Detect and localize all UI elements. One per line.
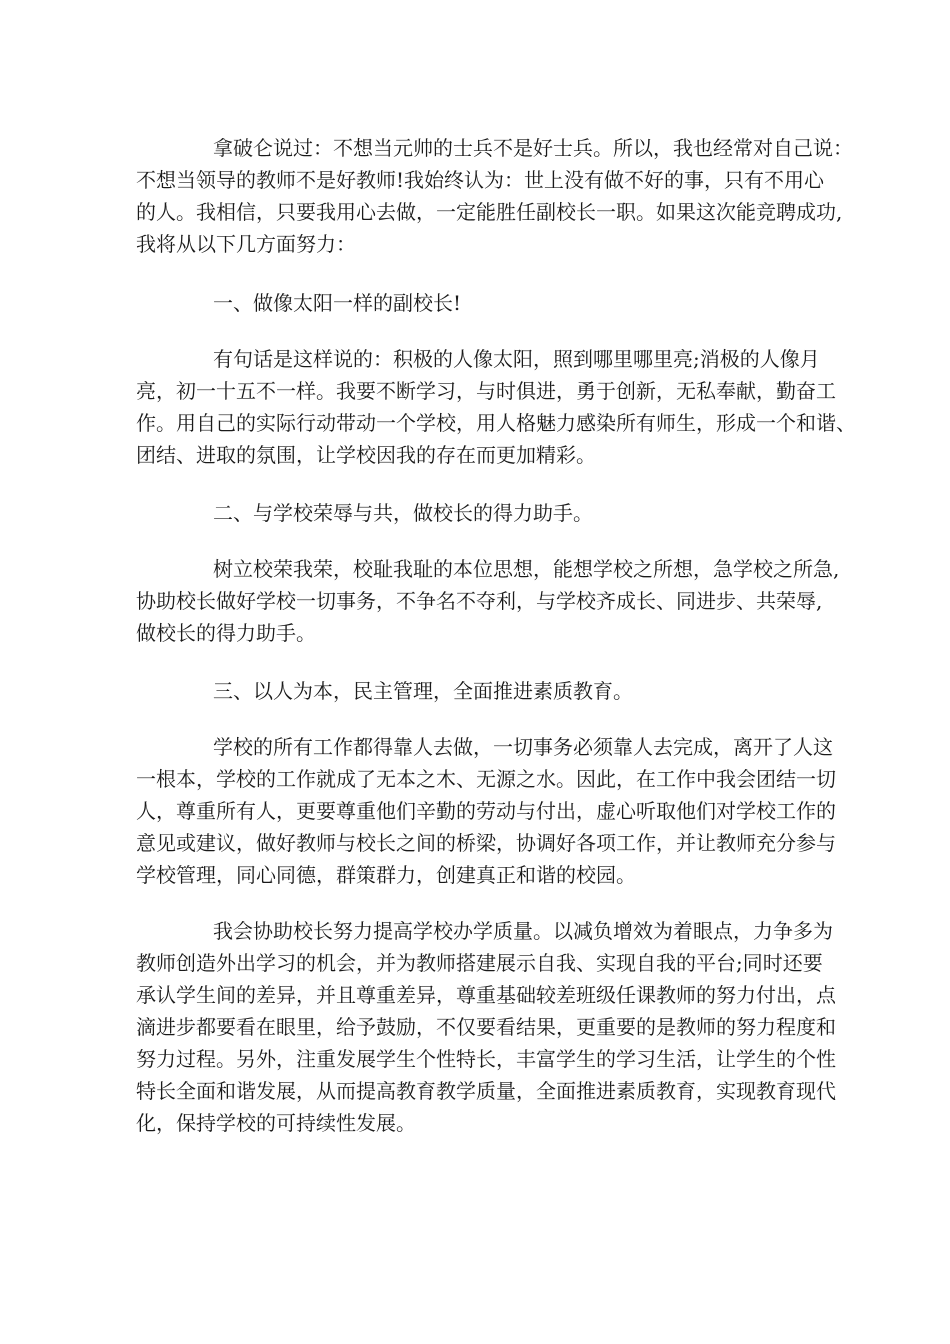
paragraph-1-line-4: 我将从以下几方面努力： (136, 232, 356, 256)
paragraph-2-line-2: 亮，初一十五不一样。我要不断学习，与时俱进，勇于创新，无私奉献，勤奋工 (136, 379, 836, 403)
section-heading-3: 三、以人为本，民主管理，全面推进素质教育。 (213, 679, 633, 703)
paragraph-3-line-2: 协助校长做好学校一切事务，不争名不夺利，与学校齐成长、同进步、共荣辱, (136, 589, 823, 613)
paragraph-4-line-1: 学校的所有工作都得靠人去做，一切事务必须靠人去完成，离开了人这 (213, 735, 833, 759)
paragraph-5-line-4: 滴进步都要看在眼里，给予鼓励，不仅要看结果，更重要的是教师的努力程度和 (136, 1015, 836, 1039)
section-heading-2: 二、与学校荣辱与共，做校长的得力助手。 (213, 501, 593, 525)
paragraph-1-line-3: 的人。我相信，只要我用心去做，一定能胜任副校长一职。如果这次能竞聘成功, (136, 200, 843, 224)
paragraph-5-line-2: 教师创造外出学习的机会，并为教师搭建展示自我、实现自我的平台;同时还要 (136, 951, 823, 975)
paragraph-4-line-2: 一根本，学校的工作就成了无本之木、无源之水。因此，在工作中我会团结一切 (136, 767, 836, 791)
paragraph-1-line-2: 不想当领导的教师不是好教师!我始终认为：世上没有做不好的事，只有不用心 (136, 168, 825, 192)
paragraph-1-line-1: 拿破仑说过：不想当元帅的士兵不是好士兵。所以，我也经常对自己说： (213, 136, 853, 160)
paragraph-2-line-1: 有句话是这样说的：积极的人像太阳，照到哪里哪里亮;消极的人像月 (213, 347, 820, 371)
paragraph-5-line-7: 化，保持学校的可持续性发展。 (136, 1111, 416, 1135)
paragraph-5-line-5: 努力过程。另外，注重发展学生个性特长，丰富学生的学习生活，让学生的个性 (136, 1047, 836, 1071)
paragraph-3-line-1: 树立校荣我荣，校耻我耻的本位思想，能想学校之所想，急学校之所急, (213, 557, 840, 581)
paragraph-4-line-4: 意见或建议，做好教师与校长之间的桥梁，协调好各项工作，并让教师充分参与 (136, 831, 836, 855)
paragraph-5-line-6: 特长全面和谐发展，从而提高教育教学质量，全面推进素质教育，实现教育现代 (136, 1079, 836, 1103)
paragraph-2-line-4: 团结、进取的氛围，让学校因我的存在而更加精彩。 (136, 443, 596, 467)
paragraph-3-line-3: 做校长的得力助手。 (136, 621, 316, 645)
paragraph-4-line-3: 人，尊重所有人，更要尊重他们辛勤的劳动与付出，虚心听取他们对学校工作的 (136, 799, 836, 823)
paragraph-2-line-3: 作。用自己的实际行动带动一个学校，用人格魅力感染所有师生，形成一个和谐、 (136, 411, 856, 435)
paragraph-5-line-1: 我会协助校长努力提高学校办学质量。以减负增效为着眼点，力争多为 (213, 919, 833, 943)
paragraph-4-line-5: 学校管理，同心同德，群策群力，创建真正和谐的校园。 (136, 863, 636, 887)
section-heading-1: 一、做像太阳一样的副校长! (213, 291, 462, 315)
paragraph-5-line-3: 承认学生间的差异，并且尊重差异，尊重基础较差班级任课教师的努力付出，点 (136, 983, 836, 1007)
